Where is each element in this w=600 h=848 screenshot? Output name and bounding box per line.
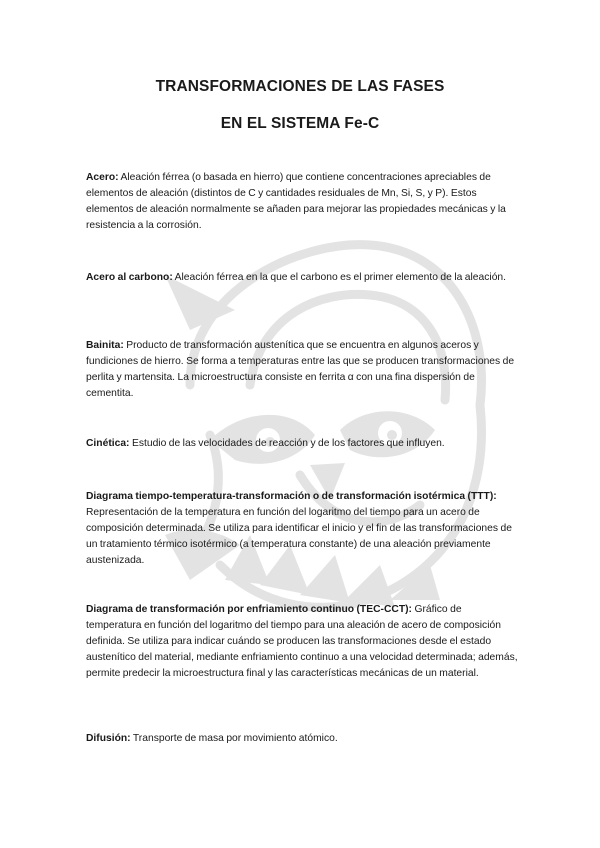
entry-term: Acero: (86, 172, 119, 183)
entry-definition: Producto de transformación austenítica que se encuentra en algunos aceros y fundiciones de hierro. Se forma a temperaturas entre las que se producen transformaciones de perlita y martensita. La microestructura consiste en ferrita α con una fina dispersión de cementita. (86, 340, 515, 399)
entry-term: Diagrama tiempo-temperatura-transformación o de transformación isotérmica (TTT): (86, 491, 497, 502)
entry-term: Acero al carbono: (86, 272, 173, 283)
definition-entry-acero-al-carbono (86, 270, 518, 286)
definition-entry-bainita (86, 338, 518, 402)
definition-entry-cinetica (86, 436, 518, 452)
definition-entry-diagrama-tec-cct (86, 602, 518, 682)
entry-definition: Representación de la temperatura en función del logaritmo del tiempo para un acero de composición determinada. Se utiliza para identificar el inicio y el fin de las transformaciones de un tratamiento térmico isotérmico (a temperatura constante) de una aleación previamente austenizada. (86, 507, 512, 566)
entry-term: Bainita: (86, 340, 124, 351)
entry-term: Diagrama de transformación por enfriamiento continuo (TEC-CCT): (86, 604, 412, 615)
document-title-line2: EN EL SISTEMA Fe-C (220, 115, 380, 132)
entry-definition: Aleación férrea (o basada en hierro) que contiene concentraciones apreciables de elementos de aleación (distintos de C y cantidades residuales de Mn, Si, S, y P). Estos elementos de aleación normalmente se añaden para mejorar las propiedades mecánicas y la resistencia a la corrosión. (86, 172, 506, 231)
definition-entry-difusion (86, 731, 518, 747)
entry-term: Difusión: (86, 733, 131, 744)
entry-definition: Estudio de las velocidades de reacción y de los factores que influyen. (129, 438, 445, 449)
entry-definition: Transporte de masa por movimiento atómico. (130, 733, 338, 744)
entry-definition: Aleación férrea en la que el carbono es el primer elemento de la aleación. (172, 272, 507, 283)
entry-term: Cinética: (86, 438, 130, 449)
definition-entry-diagrama-ttt (86, 489, 518, 569)
document-title-line1: TRANSFORMACIONES DE LAS FASES (155, 78, 445, 95)
entry-definition: Gráfico de temperatura en función del logaritmo del tiempo para una aleación de acero de composición definida. Se utiliza para indicar cuándo se producen las transformaciones desde el estado austenítico del material, mediante enfriamiento continuo a una velocidad determinada; además, permite predecir la microestructura final y las características mecánicas de un material. (86, 604, 518, 679)
definition-entry-acero (86, 170, 518, 234)
